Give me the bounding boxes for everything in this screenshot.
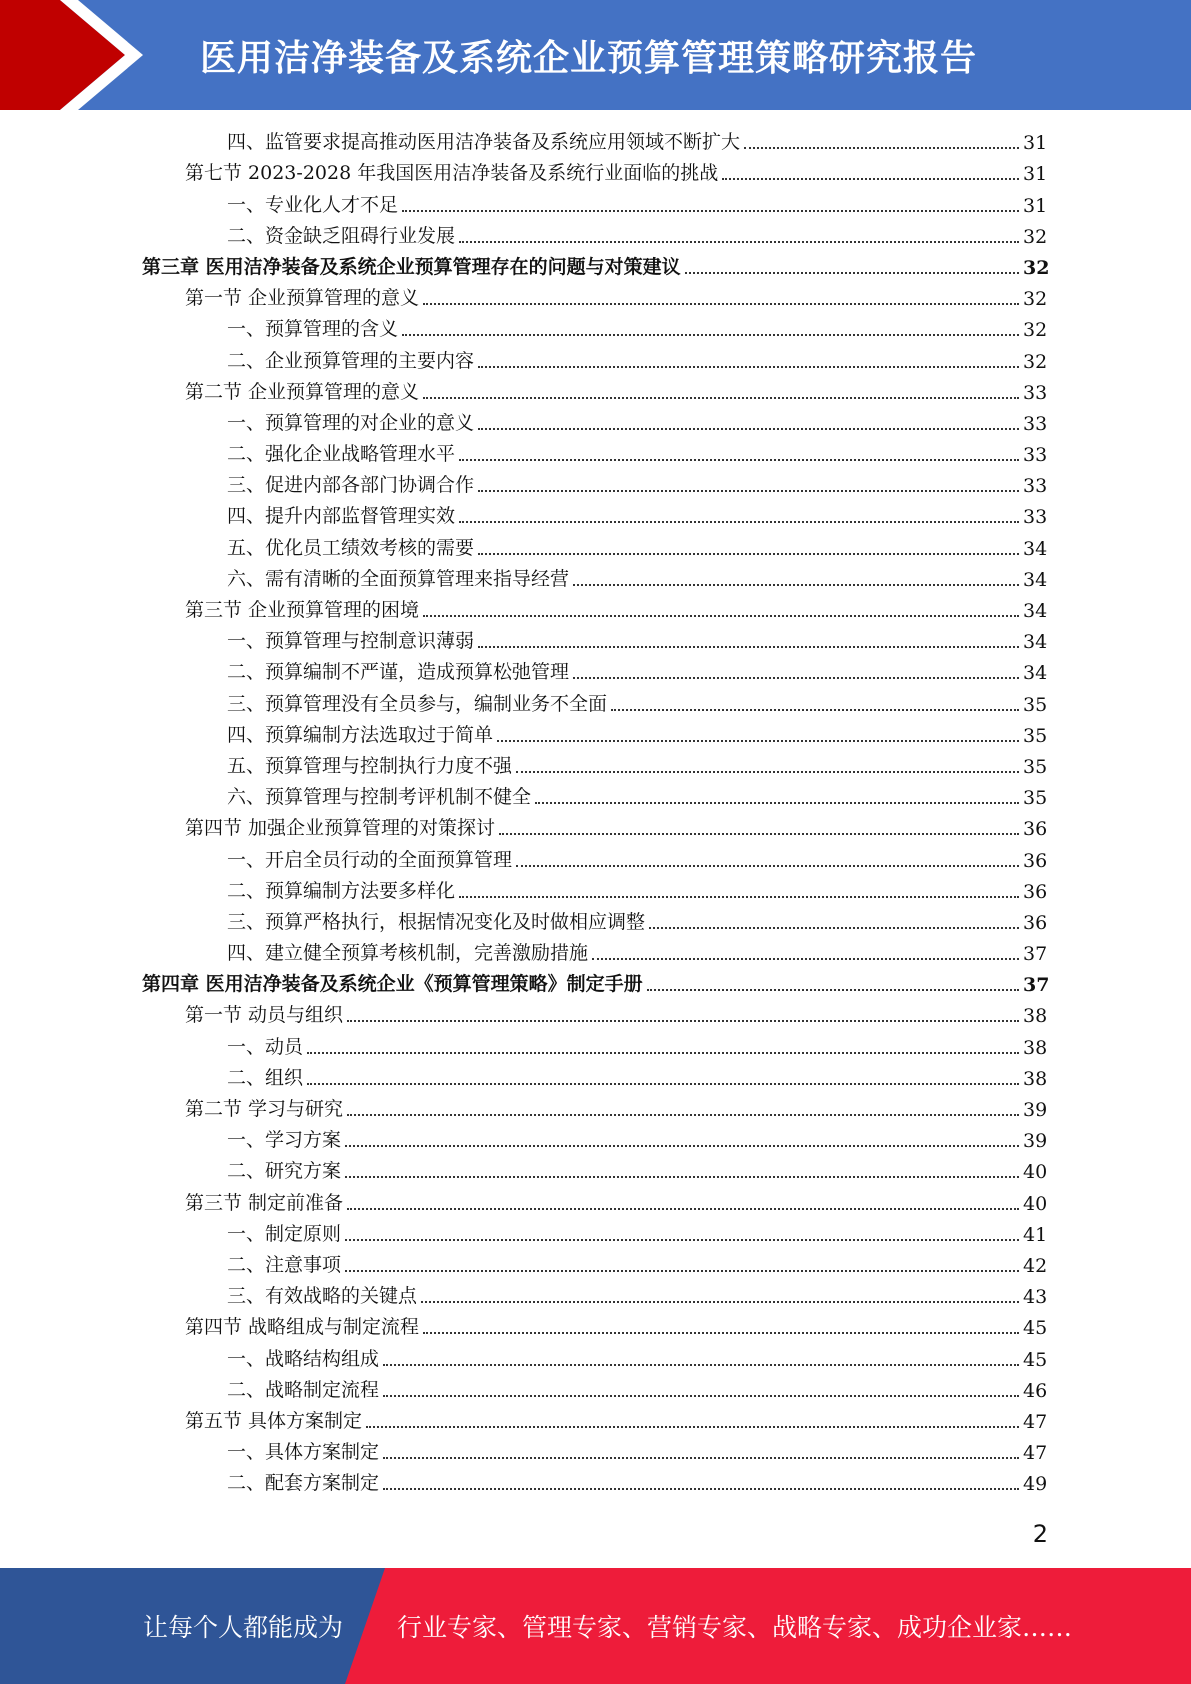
toc-entry-page: 45 bbox=[1023, 1348, 1048, 1371]
toc-entry-page: 31 bbox=[1023, 132, 1048, 155]
toc-entry-title: 四、监管要求提高推动医用洁净装备及系统应用领域不断扩大 bbox=[227, 131, 741, 154]
dot-leader bbox=[345, 1239, 1019, 1241]
toc-entry-title: 三、有效战略的关键点 bbox=[227, 1285, 418, 1308]
toc-entry-page: 36 bbox=[1023, 880, 1048, 903]
dot-leader bbox=[366, 1426, 1019, 1428]
toc-entry-title: 六、预算管理与控制考评机制不健全 bbox=[227, 786, 532, 809]
page-number: 2 bbox=[1032, 1520, 1048, 1548]
toc-subsection-entry[interactable] bbox=[0, 1281, 1191, 1312]
toc-subsection-entry[interactable] bbox=[0, 876, 1191, 907]
toc-entry-page: 31 bbox=[1023, 163, 1048, 186]
toc-subsection-entry[interactable] bbox=[0, 720, 1191, 751]
toc-entry-page: 38 bbox=[1023, 1036, 1048, 1059]
toc-entry-page: 38 bbox=[1023, 1005, 1048, 1028]
dot-leader bbox=[647, 989, 1019, 991]
toc-subsection-entry[interactable] bbox=[0, 1468, 1191, 1499]
toc-entry-title: 第二节 企业预算管理的意义 bbox=[185, 380, 420, 403]
toc-entry-page: 31 bbox=[1023, 194, 1048, 217]
dot-leader bbox=[423, 1332, 1019, 1334]
toc-section-entry[interactable] bbox=[0, 1000, 1191, 1031]
header-banner bbox=[0, 0, 1191, 110]
toc-entry-title: 第二节 学习与研究 bbox=[185, 1098, 344, 1120]
toc-entry-title: 五、预算管理与控制执行力度不强 bbox=[227, 754, 513, 777]
dot-leader bbox=[573, 677, 1019, 679]
dot-leader bbox=[478, 646, 1019, 648]
dot-leader bbox=[345, 1270, 1019, 1272]
toc-entry-title: 第四章 医用洁净装备及系统企业《预算管理策略》制定手册 bbox=[142, 973, 643, 996]
toc-entry-page: 47 bbox=[1023, 1442, 1048, 1465]
toc-entry-page: 33 bbox=[1023, 412, 1048, 435]
toc-entry-page: 35 bbox=[1023, 693, 1048, 716]
dot-leader bbox=[307, 1083, 1019, 1085]
toc-entry-title: 五、优化员工绩效考核的需要 bbox=[227, 536, 475, 559]
toc-entry-page: 36 bbox=[1023, 818, 1048, 841]
toc-section-entry[interactable] bbox=[0, 1094, 1191, 1125]
dot-leader bbox=[478, 366, 1019, 368]
toc-entry-page: 42 bbox=[1023, 1254, 1048, 1277]
toc-entry-title: 三、预算管理没有全员参与，编制业务不全面 bbox=[227, 692, 608, 715]
toc-entry-title: 第五节 具体方案制定 bbox=[185, 1409, 363, 1432]
toc-entry-title: 第三节 企业预算管理的困境 bbox=[185, 599, 420, 621]
toc-chapter-entry[interactable] bbox=[0, 252, 1191, 283]
dot-leader bbox=[383, 1364, 1019, 1366]
dot-leader bbox=[499, 833, 1019, 835]
toc-entry-page: 40 bbox=[1023, 1192, 1048, 1215]
toc-entry-title: 第三章 医用洁净装备及系统企业预算管理存在的问题与对策建议 bbox=[142, 255, 681, 278]
toc-subsection-entry[interactable] bbox=[0, 1125, 1191, 1156]
toc-entry-page: 43 bbox=[1023, 1286, 1048, 1309]
toc-subsection-entry[interactable] bbox=[0, 1375, 1191, 1406]
toc-entry-title: 一、动员 bbox=[227, 1035, 304, 1058]
dot-leader bbox=[345, 1176, 1019, 1178]
dot-leader bbox=[347, 1208, 1019, 1210]
dot-leader bbox=[592, 958, 1019, 960]
toc-entry-title: 二、研究方案 bbox=[227, 1160, 342, 1183]
toc-entry-page: 34 bbox=[1023, 662, 1048, 685]
toc-subsection-entry[interactable] bbox=[0, 221, 1191, 252]
toc-entry-title: 一、战略结构组成 bbox=[227, 1347, 380, 1370]
dot-leader bbox=[383, 1457, 1019, 1459]
toc-entry-title: 第一节 动员与组织 bbox=[185, 1004, 344, 1027]
toc-entry-title: 一、专业化人才不足 bbox=[227, 193, 399, 216]
toc-entry-page: 39 bbox=[1023, 1099, 1048, 1121]
dot-leader bbox=[423, 615, 1019, 617]
toc-entry-page: 36 bbox=[1023, 849, 1048, 872]
toc-entry-title: 二、注意事项 bbox=[227, 1253, 342, 1276]
toc-subsection-entry[interactable] bbox=[0, 345, 1191, 376]
toc-entry-title: 二、预算编制不严谨，造成预算松弛管理 bbox=[227, 661, 570, 684]
toc-entry-page: 32 bbox=[1023, 350, 1048, 373]
toc-subsection-entry[interactable] bbox=[0, 1250, 1191, 1281]
toc-subsection-entry[interactable] bbox=[0, 751, 1191, 782]
footer-slogan-left: 让每个人都能成为 bbox=[143, 1613, 344, 1642]
toc-entry-title: 一、制定原则 bbox=[227, 1222, 342, 1245]
toc-subsection-entry[interactable] bbox=[0, 657, 1191, 688]
dot-leader bbox=[685, 272, 1019, 274]
toc-entry-title: 三、预算严格执行，根据情况变化及时做相应调整 bbox=[227, 910, 646, 933]
dot-leader bbox=[347, 1020, 1019, 1022]
toc-entry-page: 34 bbox=[1023, 631, 1048, 654]
toc-section-entry[interactable] bbox=[0, 813, 1191, 844]
toc-entry-title: 二、配套方案制定 bbox=[227, 1472, 380, 1495]
toc-section-entry[interactable] bbox=[0, 1312, 1191, 1343]
dot-leader bbox=[744, 147, 1019, 149]
toc-entry-title: 第四节 加强企业预算管理的对策探讨 bbox=[185, 817, 496, 840]
dot-leader bbox=[383, 1395, 1019, 1397]
dot-leader bbox=[497, 740, 1019, 742]
toc-subsection-entry[interactable] bbox=[0, 1063, 1191, 1094]
toc-entry-page: 33 bbox=[1023, 475, 1048, 498]
dot-leader bbox=[478, 428, 1019, 430]
toc-entry-page: 36 bbox=[1023, 911, 1048, 934]
toc-entry-page: 34 bbox=[1023, 600, 1048, 622]
toc-entry-title: 四、建立健全预算考核机制，完善激励措施 bbox=[227, 942, 589, 965]
dot-leader bbox=[383, 1488, 1019, 1490]
toc-subsection-entry[interactable] bbox=[0, 1343, 1191, 1374]
toc-entry-page: 41 bbox=[1023, 1223, 1048, 1246]
toc-entry-page: 39 bbox=[1023, 1130, 1048, 1153]
toc-entry-title: 一、开启全员行动的全面预算管理 bbox=[227, 848, 513, 871]
dot-leader bbox=[459, 459, 1019, 461]
toc-entry-title: 一、学习方案 bbox=[227, 1129, 342, 1152]
toc-subsection-entry[interactable] bbox=[0, 127, 1191, 158]
toc-entry-title: 三、促进内部各部门协调合作 bbox=[227, 474, 475, 497]
dot-leader bbox=[421, 1301, 1019, 1303]
toc-entry-title: 第四节 战略组成与制定流程 bbox=[185, 1316, 420, 1339]
toc-entry-page: 37 bbox=[1023, 943, 1048, 966]
toc-entry-page: 35 bbox=[1023, 755, 1048, 778]
toc-entry-page: 32 bbox=[1023, 225, 1048, 248]
toc-entry-title: 第三节 制定前准备 bbox=[185, 1191, 344, 1214]
dot-leader bbox=[478, 490, 1019, 492]
dot-leader bbox=[402, 334, 1019, 336]
dot-leader bbox=[516, 771, 1019, 773]
dot-leader bbox=[649, 927, 1019, 929]
dot-leader bbox=[402, 210, 1019, 212]
dot-leader bbox=[535, 802, 1019, 804]
toc-section-entry[interactable] bbox=[0, 1187, 1191, 1218]
toc-entry-page: 38 bbox=[1023, 1067, 1048, 1090]
toc-subsection-entry[interactable] bbox=[0, 314, 1191, 345]
toc-entry-title: 第七节 2023-2028 年我国医用洁净装备及系统行业面临的挑战 bbox=[185, 162, 719, 185]
toc-entry-title: 四、提升内部监督管理实效 bbox=[227, 505, 456, 528]
toc-entry-page: 32 bbox=[1023, 288, 1048, 311]
dot-leader bbox=[722, 178, 1019, 180]
toc-subsection-entry[interactable] bbox=[0, 1031, 1191, 1062]
toc-entry-page: 32 bbox=[1023, 256, 1050, 279]
toc-subsection-entry[interactable] bbox=[0, 439, 1191, 470]
dot-leader bbox=[307, 1052, 1019, 1054]
toc-entry-page: 34 bbox=[1023, 537, 1048, 560]
toc-entry-title: 一、预算管理与控制意识薄弱 bbox=[227, 630, 475, 653]
toc-subsection-entry[interactable] bbox=[0, 844, 1191, 875]
dot-leader bbox=[478, 553, 1019, 555]
toc-subsection-entry[interactable] bbox=[0, 626, 1191, 657]
toc-subsection-entry[interactable] bbox=[0, 532, 1191, 563]
toc-entry-page: 35 bbox=[1023, 787, 1048, 810]
toc-section-entry[interactable] bbox=[0, 283, 1191, 314]
table-of-contents bbox=[0, 127, 1191, 1499]
toc-section-entry[interactable] bbox=[0, 1406, 1191, 1437]
toc-entry-title: 二、强化企业战略管理水平 bbox=[227, 443, 456, 466]
dot-leader bbox=[459, 521, 1019, 523]
dot-leader bbox=[611, 709, 1019, 711]
toc-entry-title: 二、资金缺乏阻碍行业发展 bbox=[227, 224, 456, 247]
toc-entry-title: 二、组织 bbox=[227, 1066, 304, 1089]
toc-entry-page: 37 bbox=[1023, 974, 1050, 997]
dot-leader bbox=[345, 1145, 1019, 1147]
toc-subsection-entry[interactable] bbox=[0, 189, 1191, 220]
toc-subsection-entry[interactable] bbox=[0, 470, 1191, 501]
toc-entry-title: 二、战略制定流程 bbox=[227, 1378, 380, 1401]
toc-subsection-entry[interactable] bbox=[0, 907, 1191, 938]
toc-subsection-entry[interactable] bbox=[0, 1219, 1191, 1250]
toc-entry-page: 47 bbox=[1023, 1410, 1048, 1433]
toc-entry-title: 一、预算管理的含义 bbox=[227, 318, 399, 341]
toc-subsection-entry[interactable] bbox=[0, 1156, 1191, 1187]
toc-entry-title: 二、预算编制方法要多样化 bbox=[227, 879, 456, 902]
toc-entry-title: 一、具体方案制定 bbox=[227, 1441, 380, 1464]
toc-entry-title: 一、预算管理的对企业的意义 bbox=[227, 411, 475, 434]
toc-entry-title: 二、企业预算管理的主要内容 bbox=[227, 349, 475, 372]
toc-subsection-entry[interactable] bbox=[0, 782, 1191, 813]
toc-entry-page: 33 bbox=[1023, 506, 1048, 529]
toc-section-entry[interactable] bbox=[0, 595, 1191, 626]
toc-entry-page: 32 bbox=[1023, 319, 1048, 342]
toc-subsection-entry[interactable] bbox=[0, 564, 1191, 595]
toc-subsection-entry[interactable] bbox=[0, 1437, 1191, 1468]
toc-entry-title: 第一节 企业预算管理的意义 bbox=[185, 287, 420, 310]
toc-entry-page: 46 bbox=[1023, 1379, 1048, 1402]
toc-entry-title: 六、需有清晰的全面预算管理来指导经营 bbox=[227, 567, 570, 590]
toc-entry-page: 49 bbox=[1023, 1473, 1048, 1496]
red-arrow-decoration bbox=[0, 0, 200, 110]
toc-subsection-entry[interactable] bbox=[0, 408, 1191, 439]
dot-leader bbox=[573, 584, 1019, 586]
dot-leader bbox=[459, 896, 1019, 898]
toc-subsection-entry[interactable] bbox=[0, 501, 1191, 532]
dot-leader bbox=[516, 865, 1019, 867]
toc-section-entry[interactable] bbox=[0, 158, 1191, 189]
dot-leader bbox=[423, 397, 1019, 399]
toc-entry-page: 33 bbox=[1023, 444, 1048, 467]
toc-section-entry[interactable] bbox=[0, 377, 1191, 408]
footer-banner bbox=[0, 1568, 1191, 1684]
toc-entry-page: 45 bbox=[1023, 1317, 1048, 1340]
report-title: 医用洁净装备及系统企业预算管理策略研究报告 bbox=[200, 37, 978, 79]
toc-entry-page: 40 bbox=[1023, 1161, 1048, 1184]
toc-entry-page: 34 bbox=[1023, 568, 1048, 591]
footer-slogan-right: 行业专家、管理专家、营销专家、战略专家、成功企业家…… bbox=[397, 1613, 1073, 1642]
toc-subsection-entry[interactable] bbox=[0, 688, 1191, 719]
toc-entry-page: 33 bbox=[1023, 381, 1048, 404]
dot-leader bbox=[347, 1114, 1019, 1116]
toc-entry-title: 四、预算编制方法选取过于简单 bbox=[227, 723, 494, 746]
dot-leader bbox=[423, 303, 1019, 305]
toc-entry-page: 35 bbox=[1023, 724, 1048, 747]
toc-subsection-entry[interactable] bbox=[0, 938, 1191, 969]
dot-leader bbox=[459, 241, 1019, 243]
toc-chapter-entry[interactable] bbox=[0, 969, 1191, 1000]
